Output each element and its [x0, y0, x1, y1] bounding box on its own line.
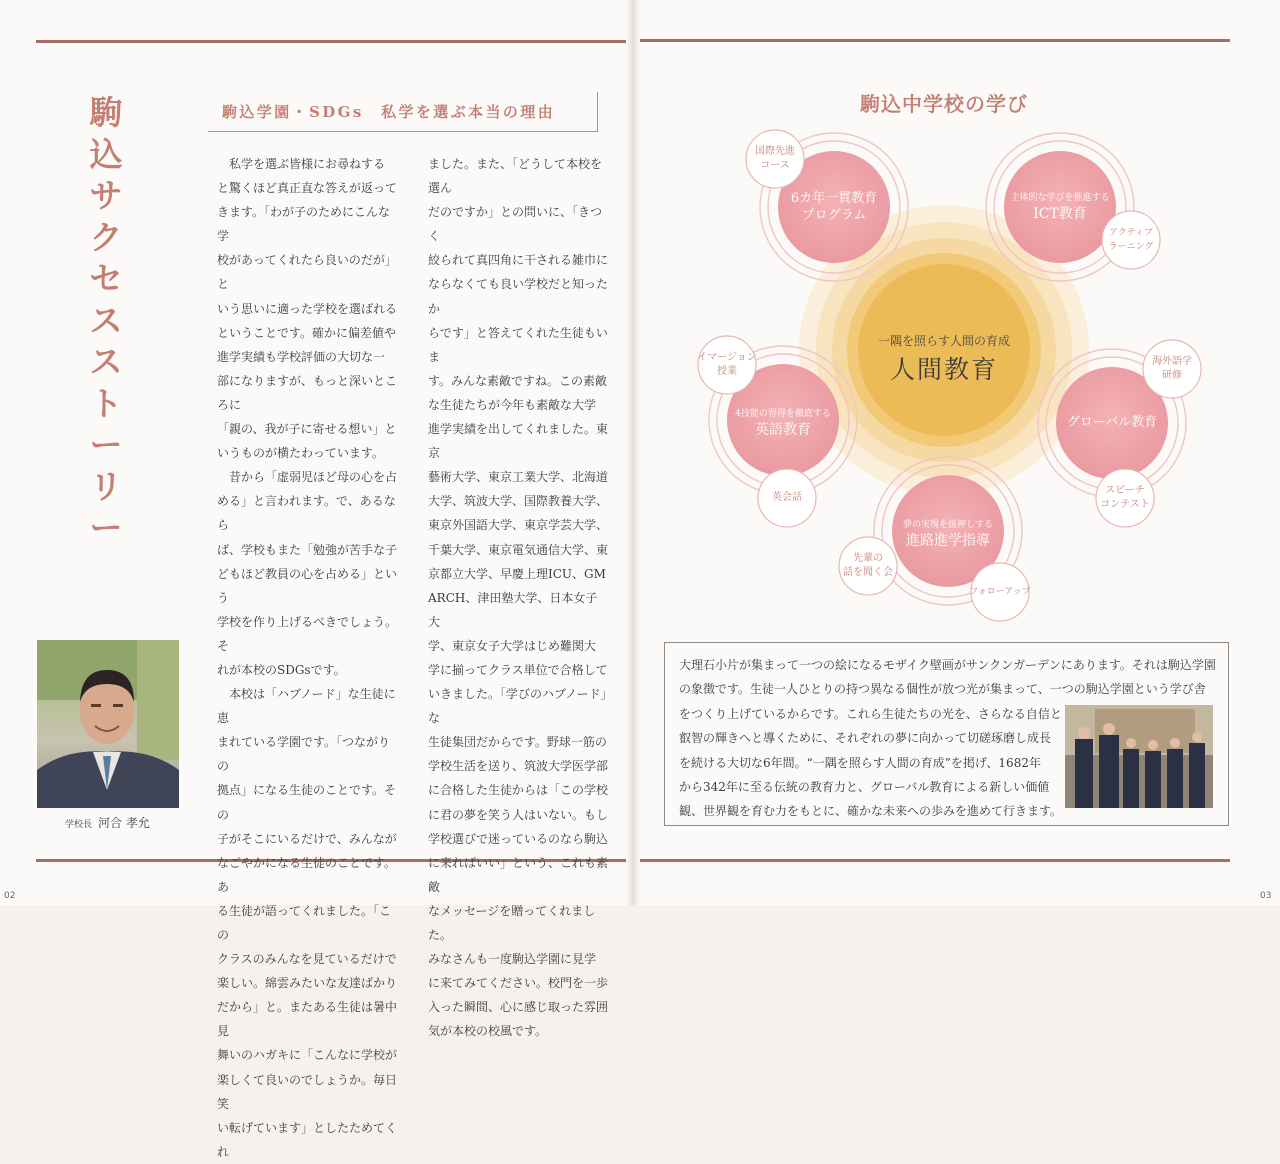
body-text-line: いう思いに適った学校を選ばれる — [217, 301, 398, 316]
body-text-line: 大学、筑波大学、国際教養大学、 — [428, 494, 609, 509]
small-label-line: 英会話 — [772, 492, 802, 503]
label-speech — [1095, 484, 1155, 512]
bubble-sub-text: 夢の実現を後押しする — [902, 520, 993, 530]
small-label-line: アクティブ — [1108, 228, 1153, 238]
body-text-line: 東京外国語大学、東京学芸大学、 — [428, 518, 609, 533]
title-char: ト — [89, 383, 123, 423]
body-text-line: 入った瞬間、心に感じ取った雰囲 — [428, 1000, 609, 1015]
body-text-line: いきました。「学びのハブノード」な — [428, 687, 607, 726]
page-number-left: 02 — [4, 891, 16, 901]
body-text-line: 生徒集団だからです。野球一筋の — [428, 735, 607, 750]
small-label-line: フォローアップ — [969, 587, 1031, 597]
bubble-sub-text: プログラム — [801, 208, 867, 223]
photo-caption — [65, 814, 150, 831]
bubble-ict-label — [1000, 192, 1120, 223]
bubble-6year-label — [778, 190, 890, 224]
title-char: セ — [89, 259, 123, 298]
info-line: から342年に至る伝統の教育力と、グローバル教育による新しい価値 — [679, 780, 1050, 795]
body-text-line: ました。また、「どうして本校を選ん — [428, 157, 603, 196]
center-title: 人間教育 — [889, 355, 998, 384]
bubble-main-text: ICT教育 — [1033, 206, 1087, 222]
body-text-line: 学校選びで迷っているのなら駒込 — [428, 831, 609, 846]
body-text-line: 学校を作り上げるべきでしょう。そ — [217, 614, 398, 653]
body-text-line: 部になりますが、もっと深いところに — [217, 373, 398, 412]
body-text-line: ということです。確かに偏差値や — [217, 325, 397, 340]
body-text-line: 舞いのハガキに「こんなに学校が — [217, 1048, 398, 1063]
title-char: ク — [89, 217, 123, 257]
title-char: 駒 — [89, 93, 123, 132]
title-char: ス — [89, 342, 123, 381]
body-text-line: 進学実績を出してくれました。東京 — [428, 422, 609, 461]
bubble-sub-text: 主体的な学びを推進する — [1010, 193, 1110, 203]
info-line: を続ける大切な6年間。“一隅を照らす人間の育成”を掲げ、1682年 — [679, 755, 1041, 770]
body-text-line: ならなくても良い学校だと知ったか — [428, 277, 609, 316]
info-line: 叡智の輝きへと導くために、それぞれの夢に向かって切磋琢磨し成長 — [679, 731, 1052, 746]
bottom-rule-right — [640, 859, 1230, 862]
body-text-line: まれている学園です。「つながりの — [217, 735, 391, 774]
body-text-line: 楽しい。綿雲みたいな友達ばかり — [217, 976, 398, 991]
body-text-line: きます。「わが子のためにこんな学 — [217, 205, 391, 244]
body-text-line: 校があってくれたら良いのだが」と — [217, 253, 397, 292]
small-label-line: スピーチ — [1105, 485, 1145, 496]
title-char: サ — [89, 176, 123, 215]
text-column-1 — [217, 152, 397, 1164]
body-text-line: に来てみてください。校門を一歩 — [428, 976, 609, 991]
body-text-line: 拠点」になる生徒のことです。その — [217, 783, 397, 822]
principal-photo — [37, 640, 179, 808]
body-text-line: に合格した生徒からは「この学校 — [428, 783, 609, 798]
right-page-title: 駒込中学校の学び — [860, 92, 1028, 116]
body-text-line: れが本校のSDGsです。 — [217, 662, 346, 677]
body-text-line: みなさんも一度駒込学園に見学 — [428, 952, 597, 967]
small-label-line: 話を聞く会 — [843, 567, 893, 578]
label-immersion — [697, 351, 757, 379]
info-line: 観、世界観を育む力をもとに、確かな未来への歩みを進めて行きます。 — [679, 804, 1063, 819]
label-followup — [966, 585, 1034, 599]
body-text-line: い転げています」としたためてくれ — [217, 1120, 398, 1159]
body-text-line: す。みんな素敵ですね。この素敵 — [428, 373, 608, 388]
body-text-line: に君の夢を笑う人はいない。もし — [428, 807, 609, 822]
small-label-line: コース — [760, 160, 790, 171]
text-column-2 — [428, 152, 608, 1043]
caption-name: 河合 孝允 — [98, 816, 150, 830]
small-label-line: 海外語学 — [1152, 356, 1192, 367]
label-study-abroad — [1142, 355, 1202, 383]
body-text-line: いうものが横たわっています。 — [217, 446, 384, 461]
bubble-sub-text: 4技能の習得を徹底する — [735, 409, 831, 419]
small-label-line: 研修 — [1162, 370, 1182, 381]
body-text-line: める」と言われます。で、あるなら — [217, 494, 396, 533]
small-label-line: 国際先進 — [755, 146, 795, 157]
body-text-line: だから」と。またある生徒は暑中見 — [217, 1000, 398, 1039]
body-text-line: 学、東京女子大学はじめ難関大 — [428, 638, 597, 653]
bubble-global-label — [1052, 414, 1172, 432]
title-char: 込 — [89, 134, 123, 174]
body-text-line: らです」と答えてくれた生徒もいま — [428, 325, 608, 364]
bubble-main-text: 6カ年一貫教育 — [790, 191, 878, 206]
body-text-line: なメッセージを贈ってくれました。 — [428, 903, 596, 942]
body-text-line: 京都立大学、早慶上理ICU、GM — [428, 566, 606, 581]
body-text-line: 藝術大学、東京工業大学、北海道 — [428, 470, 609, 485]
students-photo — [1065, 705, 1213, 808]
bubble-career-label — [888, 519, 1008, 550]
title-char: ス — [89, 300, 123, 340]
body-text-line: なごやかになる生徒のことです。あ — [217, 855, 397, 894]
page-number-right: 03 — [1260, 891, 1272, 901]
body-text-line: に来ればいい」という、これも素敵 — [428, 855, 609, 894]
small-label-line: イマージョン — [697, 352, 757, 363]
body-text-line: 私学を選ぶ皆様にお尋ねする — [217, 157, 386, 171]
body-text-line: る生徒が語ってくれました。「この — [217, 903, 392, 942]
label-conversation — [757, 491, 817, 505]
body-text-line: だのですか」との問いに、「きつく — [428, 205, 603, 244]
body-text-line: 楽しくて良いのでしょうか。毎日笑 — [217, 1072, 398, 1111]
section-subheading — [208, 92, 598, 132]
body-text-line: 本校は「ハブノード」な生徒に恵 — [217, 687, 396, 726]
top-rule-left — [36, 40, 626, 43]
small-label-line: ラーニング — [1108, 242, 1154, 252]
label-advanced-course — [745, 145, 805, 173]
body-text-line: 進学実績も学校評価の大切な一 — [217, 349, 386, 364]
caption-role: 学校長 — [65, 820, 93, 830]
small-label-line: 先輩の — [853, 553, 883, 564]
center-subtitle: 一隅を照らす人間の育成 — [877, 334, 1010, 348]
info-line: をつくり上げているからです。これら生徒たちの光を、さらなる自信と — [679, 706, 1062, 721]
bubble-main-text: グローバル教育 — [1066, 415, 1158, 430]
body-text-line: 昔から「虚弱児ほど母の心を占 — [217, 470, 398, 485]
body-text-line: ARCH、津田塾大学、日本女子大 — [428, 590, 598, 629]
body-text-line: ば、学校もまた「勉強が苦手な子 — [217, 542, 398, 557]
body-text-line: 学校生活を送り、筑波大学医学部 — [428, 759, 609, 774]
title-char: リ — [89, 466, 123, 506]
small-label-line: コンテスト — [1100, 499, 1150, 510]
title-char: ー — [89, 425, 123, 464]
label-active-learning — [1101, 226, 1161, 254]
body-text-line: 千葉大学、東京電気通信大学、東 — [428, 542, 609, 557]
body-text-line: どもほど教員の心を占める」という — [217, 566, 398, 605]
small-label-line: 授業 — [717, 366, 737, 377]
bubble-main-text: 英語教育 — [755, 422, 811, 438]
vertical-title — [86, 92, 126, 549]
info-line: 大理石小片が集まって一つの絵になるモザイク壁画がサンクンガーデンにあります。それは駒込学園 — [679, 658, 1216, 672]
body-text-line: 学に揃ってクラス単位で合格して — [428, 662, 608, 677]
label-senior-talk — [838, 552, 898, 580]
body-text-line: 気が本校の校風です。 — [428, 1024, 548, 1039]
body-text-line: 絞られて真四角に干される雑巾に — [428, 253, 609, 268]
title-char: ー — [89, 508, 123, 547]
bubble-english-label — [723, 408, 843, 439]
body-text-line: クラスのみんなを見ているだけで — [217, 952, 397, 967]
bubble-main-text: 進路進学指導 — [906, 533, 990, 549]
body-text-line: な生徒たちが今年も素敵な大学 — [428, 397, 597, 412]
body-text-line: と驚くほど真正直な答えが返って — [217, 181, 398, 196]
info-line: の象徴です。生徒一人ひとりの持つ異なる個性が放つ光が集まって、一つの駒込学園という学び舎 — [679, 682, 1206, 697]
body-text-line: 「親の、我が子に寄せる想い」と — [217, 422, 397, 437]
body-text-line: 子がそこにいるだけで、みんなが — [217, 831, 397, 846]
subheading-text: 駒込学園・SDGs 私学を選ぶ本当の理由 — [222, 103, 556, 121]
